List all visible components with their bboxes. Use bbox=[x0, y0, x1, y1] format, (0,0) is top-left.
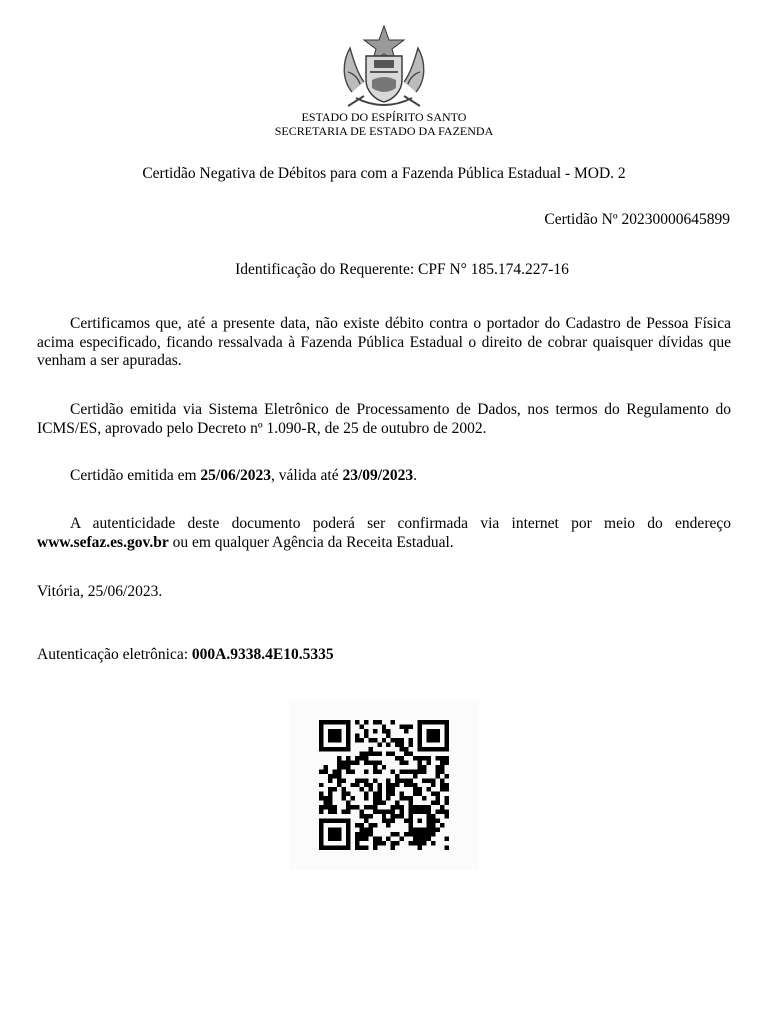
authenticity-suffix: ou em qualquer Agência da Receita Estadual. bbox=[168, 533, 454, 551]
certificate-number: Certidão Nº 20230000645899 bbox=[544, 211, 730, 228]
issue-middle: , válida até bbox=[271, 467, 343, 484]
state-coat-of-arms-icon bbox=[334, 22, 434, 110]
secretariat-name: SECRETARIA DE ESTADO DA FAZENDA bbox=[274, 124, 494, 138]
electronic-auth-code: 000A.9338.4E10.5335 bbox=[191, 646, 334, 663]
state-name: ESTADO DO ESPÍRITO SANTO bbox=[301, 110, 467, 124]
validity-paragraph bbox=[37, 467, 731, 486]
place-and-date: Vitória, 25/06/2023. bbox=[37, 583, 163, 600]
issue-prefix: Certidão emitida em bbox=[70, 467, 201, 484]
certification-paragraph: Certificamos que, até a presente data, não existe débito contra o portador do Cadastro de Pessoa Física acima especificado, ficando ressalvada à Fazenda Pública Estadual o direito de cobrar quaisquer dívidas que venham a ser apuradas. bbox=[37, 315, 731, 369]
authenticity-prefix: A autenticidade deste documento poderá ser confirmada via internet por meio do endereço bbox=[70, 515, 731, 532]
qr-code-icon bbox=[319, 720, 449, 850]
authenticity-paragraph bbox=[37, 515, 731, 552]
document-title: Certidão Negativa de Débitos para com a Fazenda Pública Estadual - MOD. 2 bbox=[142, 165, 626, 182]
requester-identification: Identificação do Requerente: CPF N° 185.174.227-16 bbox=[235, 261, 569, 278]
verification-url[interactable]: www.sefaz.es.gov.br bbox=[37, 533, 169, 551]
electronic-auth-label: Autenticação eletrônica: bbox=[37, 646, 192, 663]
issue-suffix: . bbox=[413, 467, 417, 484]
legal-basis-paragraph: Certidão emitida via Sistema Eletrônico de Processamento de Dados, nos termos do Regulamento do ICMS/ES, aprovado pelo Decreto nº 1.090-R, de 25 de outubro de 2002. bbox=[37, 401, 731, 437]
valid-until-date: 23/09/2023 bbox=[342, 467, 414, 484]
issue-date: 25/06/2023 bbox=[200, 467, 272, 484]
qr-code-area bbox=[289, 700, 479, 870]
electronic-authentication bbox=[37, 645, 334, 664]
